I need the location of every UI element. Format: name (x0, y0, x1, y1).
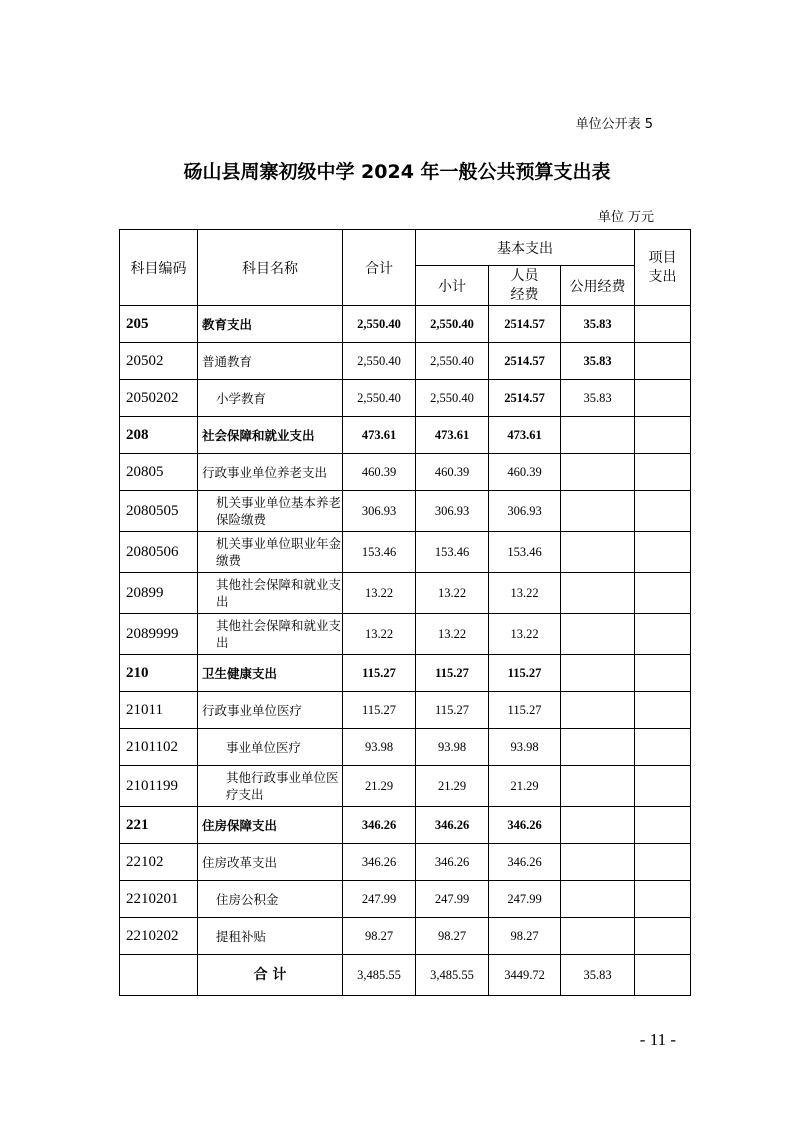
row-total: 346.26 (343, 844, 416, 881)
row-project (635, 532, 691, 573)
header-subtotal: 小计 (416, 266, 489, 306)
row-code: 210 (120, 655, 198, 692)
table-row (120, 306, 691, 343)
row-total: 13.22 (343, 573, 416, 614)
row-total: 306.93 (343, 491, 416, 532)
row-total: 346.26 (343, 807, 416, 844)
row-project (635, 417, 691, 454)
row-public (561, 614, 635, 655)
row-code: 2050202 (120, 380, 198, 417)
row-code: 20502 (120, 343, 198, 380)
row-subtotal: 473.61 (416, 417, 489, 454)
row-name: 其他行政事业单位医疗支出 (198, 766, 343, 807)
row-personnel: 115.27 (489, 692, 561, 729)
row-personnel: 346.26 (489, 807, 561, 844)
row-subtotal: 115.27 (416, 692, 489, 729)
table-row (120, 454, 691, 491)
table-row (120, 729, 691, 766)
unit-label: 单位 万元 (597, 210, 654, 225)
row-project (635, 844, 691, 881)
row-total: 93.98 (343, 729, 416, 766)
row-public: 35.83 (561, 306, 635, 343)
table-row (120, 655, 691, 692)
row-project (635, 454, 691, 491)
row-total: 2,550.40 (343, 343, 416, 380)
row-subtotal: 2,550.40 (416, 380, 489, 417)
row-name: 社会保障和就业支出 (198, 417, 343, 454)
row-total: 460.39 (343, 454, 416, 491)
page-number: - 11 - (639, 1030, 676, 1049)
row-subtotal: 21.29 (416, 766, 489, 807)
total-code (120, 955, 198, 996)
row-total: 2,550.40 (343, 306, 416, 343)
row-code: 21011 (120, 692, 198, 729)
row-personnel: 473.61 (489, 417, 561, 454)
row-subtotal: 247.99 (416, 881, 489, 918)
row-code: 2210201 (120, 881, 198, 918)
row-code: 20899 (120, 573, 198, 614)
row-personnel: 247.99 (489, 881, 561, 918)
row-personnel: 2514.57 (489, 343, 561, 380)
row-subtotal: 2,550.40 (416, 306, 489, 343)
row-personnel: 13.22 (489, 573, 561, 614)
row-subtotal: 346.26 (416, 844, 489, 881)
row-code: 221 (120, 807, 198, 844)
row-total: 21.29 (343, 766, 416, 807)
row-public (561, 454, 635, 491)
row-project (635, 766, 691, 807)
table-row (120, 343, 691, 380)
row-subtotal: 98.27 (416, 918, 489, 955)
row-subtotal: 346.26 (416, 807, 489, 844)
row-code: 208 (120, 417, 198, 454)
row-project (635, 729, 691, 766)
row-project (635, 692, 691, 729)
row-project (635, 491, 691, 532)
table-row (120, 491, 691, 532)
row-personnel: 460.39 (489, 454, 561, 491)
row-name: 行政事业单位医疗 (198, 692, 343, 729)
row-subtotal: 153.46 (416, 532, 489, 573)
table-row (120, 918, 691, 955)
total-total: 3,485.55 (343, 955, 416, 996)
table-row (120, 380, 691, 417)
row-total: 115.27 (343, 655, 416, 692)
row-public (561, 692, 635, 729)
row-name: 机关事业单位基本养老保险缴费 (198, 491, 343, 532)
row-personnel: 21.29 (489, 766, 561, 807)
total-label: 合 计 (198, 955, 343, 996)
row-total: 98.27 (343, 918, 416, 955)
row-personnel: 98.27 (489, 918, 561, 955)
row-personnel: 115.27 (489, 655, 561, 692)
header-public: 公用经费 (561, 266, 635, 306)
row-personnel: 2514.57 (489, 306, 561, 343)
row-name: 提租补贴 (198, 918, 343, 955)
row-name: 其他社会保障和就业支出 (198, 573, 343, 614)
row-code: 2210202 (120, 918, 198, 955)
header-name: 科目名称 (198, 230, 343, 306)
row-public: 35.83 (561, 380, 635, 417)
row-public (561, 881, 635, 918)
budget-table (119, 229, 691, 996)
row-project (635, 380, 691, 417)
row-project (635, 881, 691, 918)
row-public (561, 417, 635, 454)
row-code: 2101102 (120, 729, 198, 766)
table-row (120, 881, 691, 918)
header-project: 项目支出 (635, 230, 691, 306)
row-subtotal: 460.39 (416, 454, 489, 491)
row-total: 153.46 (343, 532, 416, 573)
row-total: 473.61 (343, 417, 416, 454)
row-code: 2080505 (120, 491, 198, 532)
header-total: 合计 (343, 230, 416, 306)
page-title: 砀山县周寨初级中学 2024 年一般公共预算支出表 (183, 161, 611, 183)
row-subtotal: 115.27 (416, 655, 489, 692)
row-public (561, 918, 635, 955)
row-personnel: 153.46 (489, 532, 561, 573)
row-total: 115.27 (343, 692, 416, 729)
row-project (635, 306, 691, 343)
row-personnel: 346.26 (489, 844, 561, 881)
table-row (120, 807, 691, 844)
row-total: 13.22 (343, 614, 416, 655)
row-subtotal: 2,550.40 (416, 343, 489, 380)
row-subtotal: 93.98 (416, 729, 489, 766)
row-code: 22102 (120, 844, 198, 881)
row-public (561, 844, 635, 881)
row-name: 行政事业单位养老支出 (198, 454, 343, 491)
row-public (561, 532, 635, 573)
row-total: 247.99 (343, 881, 416, 918)
table-row (120, 692, 691, 729)
row-name: 机关事业单位职业年金缴费 (198, 532, 343, 573)
row-name: 小学教育 (198, 380, 343, 417)
row-project (635, 614, 691, 655)
total-subtotal: 3,485.55 (416, 955, 489, 996)
table-row (120, 844, 691, 881)
total-row (120, 955, 691, 996)
row-public (561, 655, 635, 692)
table-row (120, 573, 691, 614)
row-subtotal: 13.22 (416, 573, 489, 614)
row-subtotal: 13.22 (416, 614, 489, 655)
table-row (120, 614, 691, 655)
row-project (635, 573, 691, 614)
row-name: 住房保障支出 (198, 807, 343, 844)
row-code: 2089999 (120, 614, 198, 655)
table-row (120, 532, 691, 573)
row-public: 35.83 (561, 343, 635, 380)
row-project (635, 343, 691, 380)
row-subtotal: 306.93 (416, 491, 489, 532)
row-name: 卫生健康支出 (198, 655, 343, 692)
total-public: 35.83 (561, 955, 635, 996)
table-reference: 单位公开表 5 (575, 117, 653, 132)
row-project (635, 918, 691, 955)
row-public (561, 766, 635, 807)
row-personnel: 13.22 (489, 614, 561, 655)
table-row (120, 417, 691, 454)
row-project (635, 655, 691, 692)
row-name: 普通教育 (198, 343, 343, 380)
row-personnel: 93.98 (489, 729, 561, 766)
header-basic: 基本支出 (416, 230, 635, 266)
row-personnel: 306.93 (489, 491, 561, 532)
row-name: 教育支出 (198, 306, 343, 343)
row-public (561, 807, 635, 844)
total-project (635, 955, 691, 996)
row-name: 其他社会保障和就业支出 (198, 614, 343, 655)
row-name: 住房改革支出 (198, 844, 343, 881)
row-public (561, 491, 635, 532)
row-project (635, 807, 691, 844)
row-total: 2,550.40 (343, 380, 416, 417)
table-row (120, 766, 691, 807)
row-public (561, 573, 635, 614)
row-code: 20805 (120, 454, 198, 491)
row-name: 住房公积金 (198, 881, 343, 918)
header-personnel: 人员经费 (489, 266, 561, 306)
total-personnel: 3449.72 (489, 955, 561, 996)
row-code: 2101199 (120, 766, 198, 807)
row-code: 205 (120, 306, 198, 343)
header-code: 科目编码 (120, 230, 198, 306)
row-code: 2080506 (120, 532, 198, 573)
row-public (561, 729, 635, 766)
row-name: 事业单位医疗 (198, 729, 343, 766)
row-personnel: 2514.57 (489, 380, 561, 417)
